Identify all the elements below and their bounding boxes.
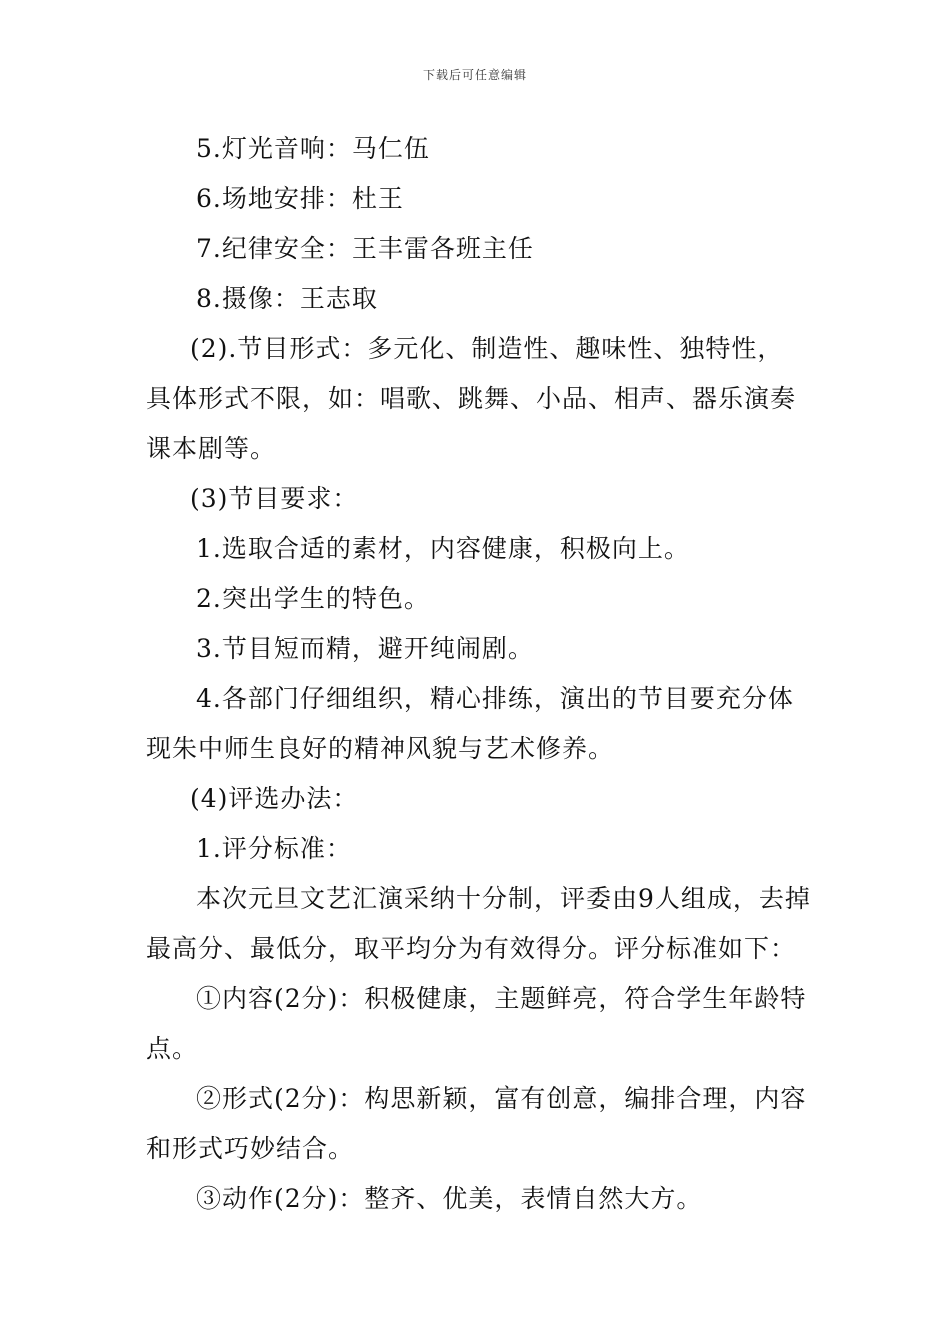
text-line: 和形式巧妙结合。	[146, 1134, 355, 1163]
text-line: 5.灯光音响：马仁伍	[196, 134, 430, 163]
text-line: 现朱中师生良好的精神风貌与艺术修养。	[146, 734, 615, 763]
text-line: 具体形式不限，如：唱歌、跳舞、小品、相声、器乐演奏	[146, 384, 797, 413]
text-line: (4)评选办法：	[190, 784, 359, 813]
text-line: 最高分、最低分，取平均分为有效得分。评分标准如下：	[146, 934, 797, 963]
text-line: 点。	[146, 1034, 199, 1063]
text-line: ③动作(2分)：整齐、优美，表情自然大方。	[196, 1184, 703, 1213]
text-line: ①内容(2分)：积极健康，主题鲜亮，符合学生年龄特	[196, 984, 807, 1013]
text-line: 3.节目短而精，避开纯闹剧。	[196, 634, 534, 663]
text-line: 2.突出学生的特色。	[196, 584, 430, 613]
document-body	[146, 124, 811, 1224]
text-line: 7.纪律安全：王丰雷各班主任	[196, 234, 534, 263]
text-line: 1.评分标准：	[196, 834, 352, 863]
page-header: 下载后可任意编辑	[422, 68, 527, 82]
text-line: (2).节目形式：多元化、制造性、趣味性、独特性，	[190, 334, 784, 363]
text-line: 6.场地安排：杜王	[196, 184, 404, 213]
text-line: 本次元旦文艺汇演采纳十分制，评委由9人组成，去掉	[196, 884, 811, 913]
text-line: 课本剧等。	[146, 434, 277, 463]
text-line: 4.各部门仔细组织，精心排练，演出的节目要充分体	[196, 684, 794, 713]
text-line: (3)节目要求：	[190, 484, 359, 513]
text-line: ②形式(2分)：构思新颖，富有创意，编排合理，内容	[196, 1084, 807, 1113]
text-line: 8.摄像：王志取	[196, 284, 378, 313]
text-line: 1.选取合适的素材，内容健康，积极向上。	[196, 534, 690, 563]
